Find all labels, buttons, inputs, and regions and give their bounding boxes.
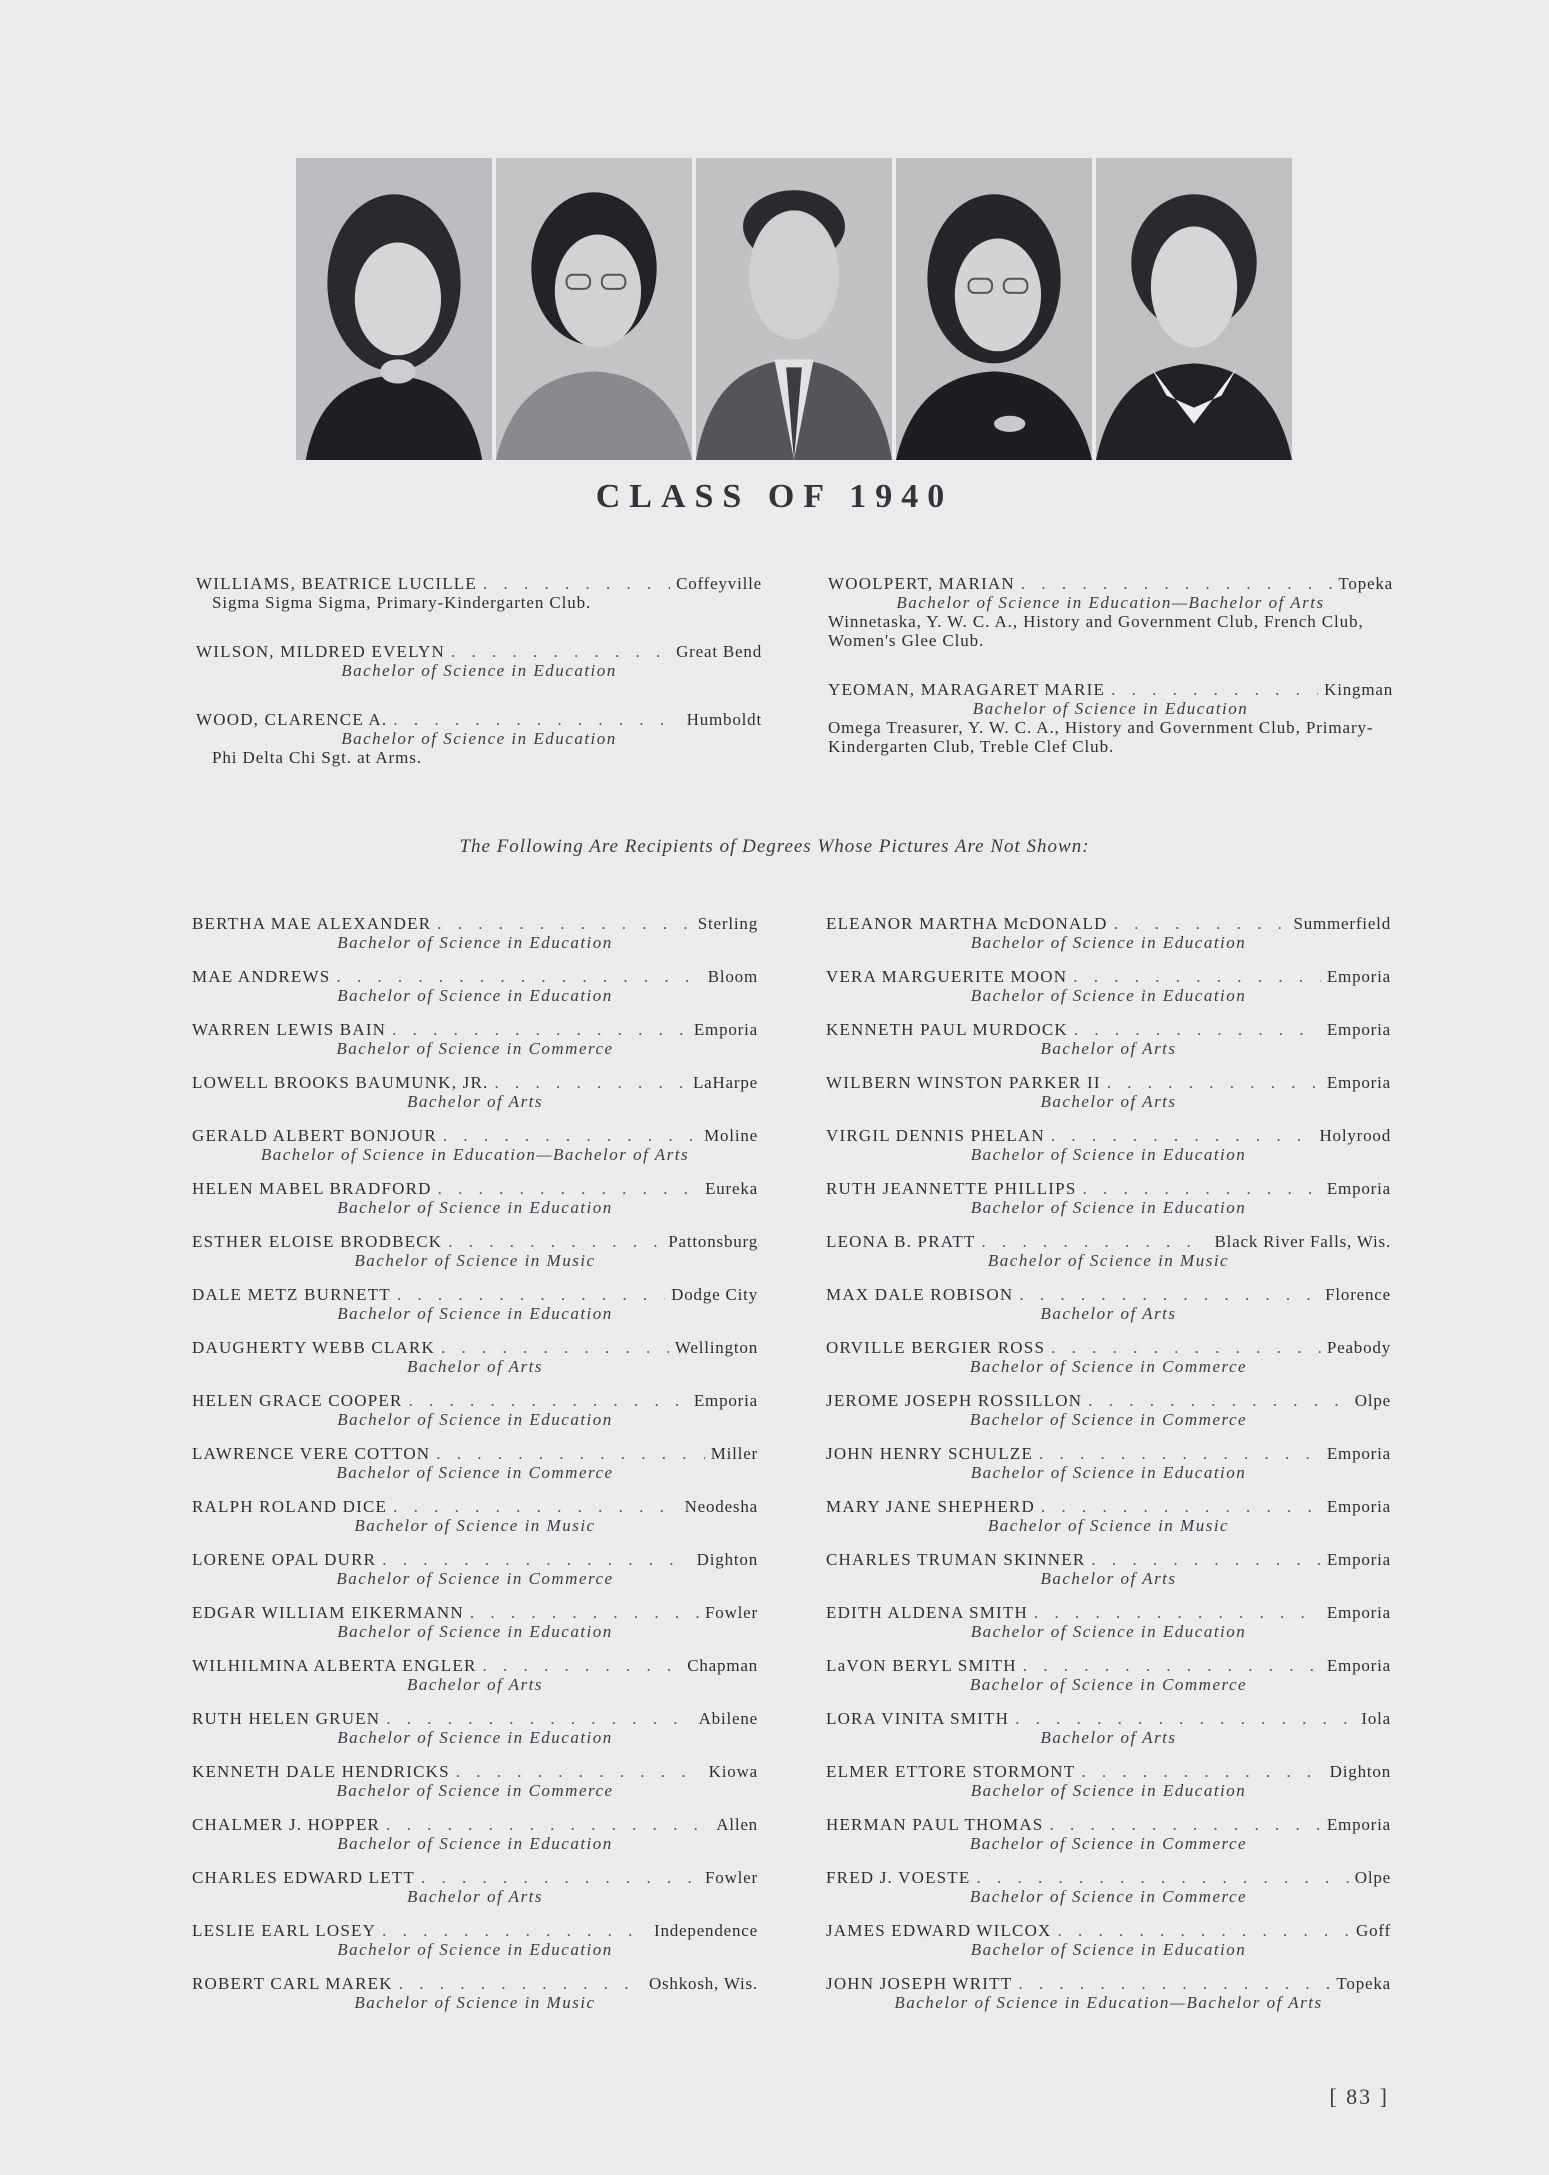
graduate-name: FRED J. VOESTE (826, 1868, 971, 1887)
graduate-hometown: Independence (654, 1921, 758, 1940)
graduate-name: EDITH ALDENA SMITH (826, 1603, 1028, 1622)
graduate-hometown: Emporia (1326, 1020, 1391, 1039)
graduate-name: WOOLPERT, MARIAN (828, 574, 1015, 593)
graduate-degree: Bachelor of Science in Education—Bachelor of Arts (260, 1145, 690, 1164)
graduate-entry (826, 1179, 1391, 1232)
graduate-entry (826, 1709, 1391, 1762)
graduate-degree: Bachelor of Science in Education (970, 986, 1247, 1005)
graduate-degree: Bachelor of Arts (1040, 1304, 1177, 1323)
graduate-degree: Bachelor of Science in Education (970, 1781, 1247, 1800)
graduate-hometown: Pattonsburg (668, 1232, 758, 1251)
graduate-hometown: Dighton (1329, 1762, 1391, 1781)
unpictured-graduates-left (192, 914, 758, 2027)
graduate-degree: Bachelor of Science in Education (337, 1834, 613, 1853)
graduate-degree: Bachelor of Arts (406, 1675, 544, 1694)
unpictured-graduates-right (826, 914, 1391, 2027)
class-title: CLASS OF 1940 (595, 478, 954, 515)
graduate-hometown: Kingman (1324, 680, 1393, 699)
graduate-hometown: Peabody (1326, 1338, 1391, 1357)
graduate-degree: Bachelor of Science in Commerce (336, 1039, 614, 1058)
graduate-entry (192, 1338, 758, 1391)
graduate-name: WOOD, CLARENCE A. (196, 710, 388, 729)
graduate-degree: Bachelor of Science in Commerce (336, 1569, 614, 1588)
graduate-hometown: Bloom (707, 967, 758, 986)
portrait-photo (696, 158, 892, 460)
graduate-name: YEOMAN, MARAGARET MARIE (828, 680, 1106, 699)
page-number: [ 83 ] (1329, 2084, 1389, 2109)
graduate-name: CHARLES EDWARD LETT (192, 1868, 416, 1887)
graduate-name: DALE METZ BURNETT (192, 1285, 391, 1304)
graduate-entry (192, 967, 758, 1020)
graduate-name: LESLIE EARL LOSEY (192, 1921, 377, 1940)
graduate-hometown: Moline (704, 1126, 758, 1145)
graduate-entry (826, 1815, 1391, 1868)
graduate-name: KENNETH PAUL MURDOCK (826, 1020, 1068, 1039)
graduate-name: HELEN GRACE COOPER (192, 1391, 403, 1410)
graduate-activities: Sigma Sigma Sigma, Primary-Kindergarten Club. (212, 593, 592, 612)
graduate-hometown: Abilene (698, 1709, 758, 1728)
graduate-entry (826, 1868, 1391, 1921)
graduate-entry (828, 574, 1393, 650)
pictured-graduates-right (828, 574, 1393, 786)
graduate-entry (826, 1338, 1391, 1391)
graduate-entry (826, 1073, 1391, 1126)
graduate-name: BERTHA MAE ALEXANDER (192, 914, 432, 933)
graduate-entry (826, 1285, 1391, 1338)
graduate-name: JOHN JOSEPH WRITT (826, 1974, 1013, 1993)
graduate-entry (192, 1974, 758, 2027)
graduate-name: RALPH ROLAND DICE (192, 1497, 388, 1516)
graduate-hometown: Emporia (1326, 1444, 1391, 1463)
graduate-degree: Bachelor of Science in Education (337, 986, 613, 1005)
portrait-photo (496, 158, 692, 460)
graduate-name: RUTH HELEN GRUEN (192, 1709, 381, 1728)
graduate-degree: Bachelor of Science in Education (337, 1410, 613, 1429)
graduate-degree: Bachelor of Science in Education (970, 1198, 1247, 1217)
graduate-name: ESTHER ELOISE BRODBECK (192, 1232, 443, 1251)
graduate-hometown: Fowler (705, 1868, 758, 1887)
graduate-entry (192, 1126, 758, 1179)
graduate-hometown: Great Bend (676, 642, 762, 661)
graduate-name: HERMAN PAUL THOMAS (826, 1815, 1044, 1834)
graduate-hometown: Humboldt (686, 710, 762, 729)
graduate-degree: Bachelor of Arts (406, 1887, 544, 1906)
graduate-name: GERALD ALBERT BONJOUR (192, 1126, 437, 1145)
graduate-degree: Bachelor of Science in Education (337, 1940, 613, 1959)
graduate-degree: Bachelor of Science in Education (337, 1622, 613, 1641)
graduate-entry (196, 642, 762, 680)
graduate-degree: Bachelor of Science in Commerce (969, 1834, 1248, 1853)
graduate-hometown: Emporia (1326, 1497, 1391, 1516)
graduate-entry (826, 1020, 1391, 1073)
graduate-name: KENNETH DALE HENDRICKS (192, 1762, 450, 1781)
graduate-entry (192, 1603, 758, 1656)
graduate-entry (826, 1656, 1391, 1709)
graduate-hometown: Miller (710, 1444, 758, 1463)
graduate-degree: Bachelor of Science in Music (354, 1251, 596, 1270)
graduate-entry (192, 1815, 758, 1868)
graduate-degree: Bachelor of Science in Music (354, 1516, 596, 1535)
graduate-degree: Bachelor of Science in Education (337, 1728, 613, 1747)
graduate-degree: Bachelor of Arts (406, 1357, 544, 1376)
graduate-entry (192, 1285, 758, 1338)
graduate-name: LORA VINITA SMITH (826, 1709, 1010, 1728)
graduate-hometown: Emporia (1326, 1603, 1391, 1622)
graduate-entry (196, 710, 762, 767)
graduate-name: RUTH JEANNETTE PHILLIPS (826, 1179, 1077, 1198)
graduate-entry (826, 1497, 1391, 1550)
graduate-hometown: Emporia (693, 1020, 758, 1039)
graduate-degree: Bachelor of Science in Education—Bachelor of Arts (894, 1993, 1323, 2012)
section-subtitle: The Following Are Recipients of Degrees Whose Pictures Are Not Shown: (459, 836, 1090, 857)
graduate-degree: Bachelor of Science in Education (970, 1940, 1247, 1959)
graduate-entry (826, 1126, 1391, 1179)
graduate-activities: Omega Treasurer, Y. W. C. A., History and Government Club, Primary-Kindergarten Club, Treble Clef Club. (828, 718, 1374, 756)
portrait-photo (296, 158, 492, 460)
graduate-entry (826, 1974, 1391, 2027)
graduate-degree: Bachelor of Science in Music (987, 1251, 1230, 1270)
graduate-hometown: Kiowa (708, 1762, 758, 1781)
graduate-degree: Bachelor of Science in Education (341, 661, 617, 680)
graduate-degree: Bachelor of Science in Music (987, 1516, 1230, 1535)
graduate-hometown: Oshkosh, Wis. (648, 1974, 758, 1993)
graduate-name: MAE ANDREWS (192, 967, 331, 986)
graduate-degree: Bachelor of Arts (406, 1092, 544, 1111)
graduate-hometown: Emporia (1326, 967, 1391, 986)
graduate-hometown: Dodge City (671, 1285, 758, 1304)
graduate-hometown: Eureka (705, 1179, 758, 1198)
graduate-hometown: Olpe (1354, 1391, 1391, 1410)
graduate-entry (192, 1762, 758, 1815)
pictured-graduates-left (196, 574, 762, 797)
graduate-name: LOWELL BROOKS BAUMUNK, JR. (192, 1073, 489, 1092)
graduate-hometown: Emporia (1326, 1179, 1391, 1198)
portrait-strip (296, 158, 1292, 460)
graduate-name: JEROME JOSEPH ROSSILLON (826, 1391, 1083, 1410)
graduate-hometown: Emporia (693, 1391, 758, 1410)
graduate-degree: Bachelor of Arts (1040, 1039, 1177, 1058)
graduate-name: CHARLES TRUMAN SKINNER (826, 1550, 1086, 1569)
graduate-entry (192, 1020, 758, 1073)
graduate-hometown: Emporia (1326, 1815, 1391, 1834)
portrait-photo (1096, 158, 1292, 460)
graduate-name: WILHILMINA ALBERTA ENGLER (192, 1656, 477, 1675)
graduate-degree: Bachelor of Science in Education (337, 1198, 613, 1217)
graduate-hometown: Dighton (696, 1550, 758, 1569)
graduate-entry (826, 967, 1391, 1020)
graduate-hometown: Wellington (674, 1338, 758, 1357)
graduate-degree: Bachelor of Science in Education (970, 1622, 1247, 1641)
graduate-entry (192, 1497, 758, 1550)
graduate-entry (192, 1232, 758, 1285)
graduate-name: VIRGIL DENNIS PHELAN (826, 1126, 1045, 1145)
graduate-name: CHALMER J. HOPPER (192, 1815, 381, 1834)
graduate-degree: Bachelor of Arts (1040, 1569, 1177, 1588)
graduate-hometown: Goff (1356, 1921, 1391, 1940)
graduate-hometown: Topeka (1336, 1974, 1391, 1993)
graduate-name: DAUGHERTY WEBB CLARK (192, 1338, 436, 1357)
graduate-hometown: LaHarpe (692, 1073, 758, 1092)
graduate-name: WILBERN WINSTON PARKER II (826, 1073, 1101, 1092)
graduate-name: JAMES EDWARD WILCOX (826, 1921, 1052, 1940)
graduate-name: EDGAR WILLIAM EIKERMANN (192, 1603, 464, 1622)
graduate-name: LEONA B. PRATT (826, 1232, 976, 1251)
graduate-hometown: Olpe (1354, 1868, 1391, 1887)
graduate-hometown: Emporia (1326, 1656, 1391, 1675)
graduate-degree: Bachelor of Science in Commerce (336, 1781, 614, 1800)
graduate-name: WARREN LEWIS BAIN (192, 1020, 387, 1039)
graduate-degree: Bachelor of Science in Education (341, 729, 617, 748)
graduate-degree: Bachelor of Science in Education (972, 699, 1249, 718)
graduate-hometown: Sterling (697, 914, 758, 933)
graduate-hometown: Neodesha (684, 1497, 758, 1516)
graduate-name: VERA MARGUERITE MOON (826, 967, 1068, 986)
graduate-entry (192, 914, 758, 967)
graduate-degree: Bachelor of Arts (1040, 1728, 1177, 1747)
graduate-entry (192, 1391, 758, 1444)
graduate-name: ORVILLE BERGIER ROSS (826, 1338, 1046, 1357)
graduate-degree: Bachelor of Science in Education (970, 1463, 1247, 1482)
graduate-hometown: Holyrood (1319, 1126, 1391, 1145)
graduate-entry (196, 574, 762, 612)
graduate-hometown: Chapman (687, 1656, 758, 1675)
graduate-hometown: Fowler (705, 1603, 758, 1622)
graduate-degree: Bachelor of Science in Commerce (969, 1410, 1248, 1429)
graduate-degree: Bachelor of Arts (1040, 1092, 1177, 1111)
graduate-entry (192, 1709, 758, 1762)
graduate-name: ROBERT CARL MAREK (192, 1974, 393, 1993)
graduate-entry (192, 1073, 758, 1126)
graduate-hometown: Topeka (1338, 574, 1393, 593)
graduate-degree: Bachelor of Science in Music (354, 1993, 596, 2012)
graduate-name: LaVON BERYL SMITH (826, 1656, 1017, 1675)
graduate-degree: Bachelor of Science in Commerce (336, 1463, 614, 1482)
graduate-name: HELEN MABEL BRADFORD (192, 1179, 432, 1198)
graduate-entry (826, 1762, 1391, 1815)
graduate-hometown: Summerfield (1293, 914, 1391, 933)
graduate-degree: Bachelor of Science in Education (337, 1304, 613, 1323)
graduate-entry (192, 1179, 758, 1232)
graduate-name: LAWRENCE VERE COTTON (192, 1444, 431, 1463)
graduate-degree: Bachelor of Science in Education (337, 933, 613, 952)
portrait-photo (896, 158, 1092, 460)
graduate-entry (192, 1868, 758, 1921)
graduate-entry (826, 1391, 1391, 1444)
graduate-name: MAX DALE ROBISON (826, 1285, 1014, 1304)
graduate-degree: Bachelor of Science in Commerce (969, 1887, 1248, 1906)
graduate-entry (826, 1921, 1391, 1974)
graduate-name: ELEANOR MARTHA McDONALD (826, 914, 1108, 933)
graduate-hometown: Florence (1325, 1285, 1391, 1304)
graduate-entry (192, 1656, 758, 1709)
graduate-name: WILSON, MILDRED EVELYN (196, 642, 445, 661)
graduate-name: JOHN HENRY SCHULZE (826, 1444, 1034, 1463)
graduate-entry (192, 1921, 758, 1974)
graduate-entry (192, 1444, 758, 1497)
graduate-degree: Bachelor of Science in Commerce (969, 1357, 1248, 1376)
graduate-entry (828, 680, 1393, 756)
graduate-name: MARY JANE SHEPHERD (826, 1497, 1035, 1516)
graduate-hometown: Emporia (1326, 1073, 1391, 1092)
graduate-degree: Bachelor of Science in Education—Bachelor of Arts (896, 593, 1325, 612)
graduate-hometown: Black River Falls, Wis. (1214, 1232, 1391, 1251)
graduate-entry (826, 1232, 1391, 1285)
graduate-hometown: Coffeyville (676, 574, 762, 593)
graduate-degree: Bachelor of Science in Commerce (969, 1675, 1248, 1694)
graduate-hometown: Emporia (1326, 1550, 1391, 1569)
graduate-entry (192, 1550, 758, 1603)
graduate-name: LORENE OPAL DURR (192, 1550, 377, 1569)
graduate-entry (826, 1603, 1391, 1656)
graduate-entry (826, 1444, 1391, 1497)
graduate-hometown: Allen (716, 1815, 758, 1834)
graduate-degree: Bachelor of Science in Education (970, 933, 1247, 952)
graduate-entry (826, 914, 1391, 967)
graduate-activities: Winnetaska, Y. W. C. A., History and Government Club, French Club, Women's Glee Club. (828, 612, 1364, 650)
graduate-hometown: Iola (1361, 1709, 1391, 1728)
graduate-name: ELMER ETTORE STORMONT (826, 1762, 1076, 1781)
graduate-activities: Phi Delta Chi Sgt. at Arms. (212, 748, 422, 767)
graduate-name: WILLIAMS, BEATRICE LUCILLE (196, 574, 477, 593)
graduate-entry (826, 1550, 1391, 1603)
graduate-degree: Bachelor of Science in Education (970, 1145, 1247, 1164)
